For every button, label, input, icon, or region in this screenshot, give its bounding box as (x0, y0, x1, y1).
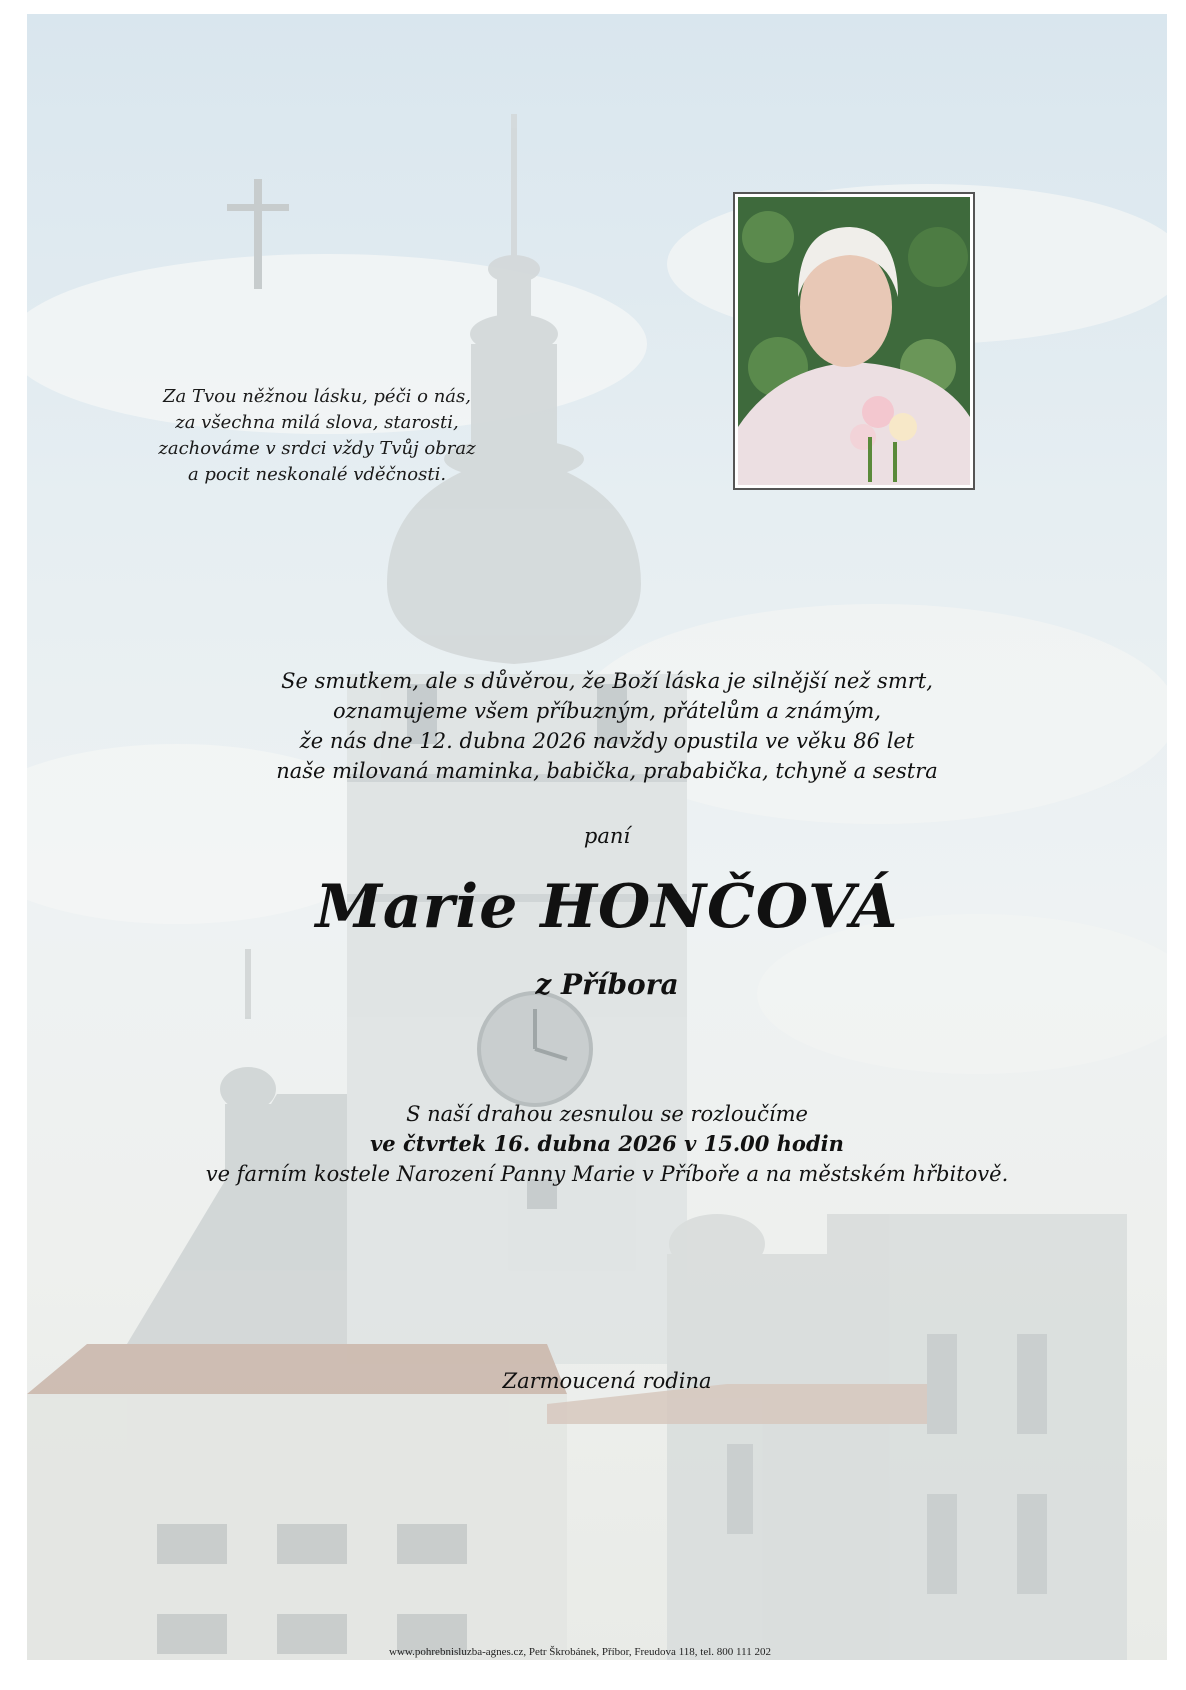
clock-icon (479, 993, 591, 1105)
announcement-line: že nás dne 12. dubna 2026 navždy opustila ve věku 86 let (299, 729, 915, 753)
death-announcement (167, 666, 1047, 786)
family-signature: Zarmoucená rodina (502, 1369, 712, 1393)
portrait-photo (733, 192, 975, 490)
announcement-line: oznamujeme všem příbuzným, přátelům a známým, (332, 699, 882, 723)
funeral-ceremony-info (127, 1099, 1087, 1189)
origin: z Příbora (535, 968, 679, 1001)
ceremony-date-time: ve čtvrtek 16. dubna 2026 v 15.00 hodin (370, 1131, 844, 1156)
announcement-line: Se smutkem, ale s důvěrou, že Boží láska je silnější než smrt, (281, 669, 933, 693)
ceremony-intro: S naší drahou zesnulou se rozloučíme (406, 1102, 808, 1126)
poem-line: a pocit neskonalé vděčnosti. (187, 464, 447, 485)
poem-line: Za Tvou něžnou lásku, péči o nás, (162, 386, 471, 407)
poem-line: za všechna milá slova, starosti, (175, 412, 459, 433)
deceased-name: Marie HONČOVÁ (315, 872, 899, 942)
announcement-line: naše milovaná maminka, babička, prababička, tchyně a sestra (276, 759, 938, 783)
poem-line: zachováme v srdci vždy Tvůj obraz (158, 438, 476, 459)
salutation: paní (583, 824, 631, 848)
funeral-service-footer: www.pohrebnisluzba-agnes.cz, Petr Škrobánek, Příbor, Freudova 118, tel. 800 111 202 (389, 1646, 771, 1658)
memorial-poem (147, 384, 487, 488)
parte-sheet (27, 14, 1167, 1660)
ceremony-location: ve farním kostele Narození Panny Marie v Příboře a na městském hřbitově. (205, 1162, 1009, 1186)
